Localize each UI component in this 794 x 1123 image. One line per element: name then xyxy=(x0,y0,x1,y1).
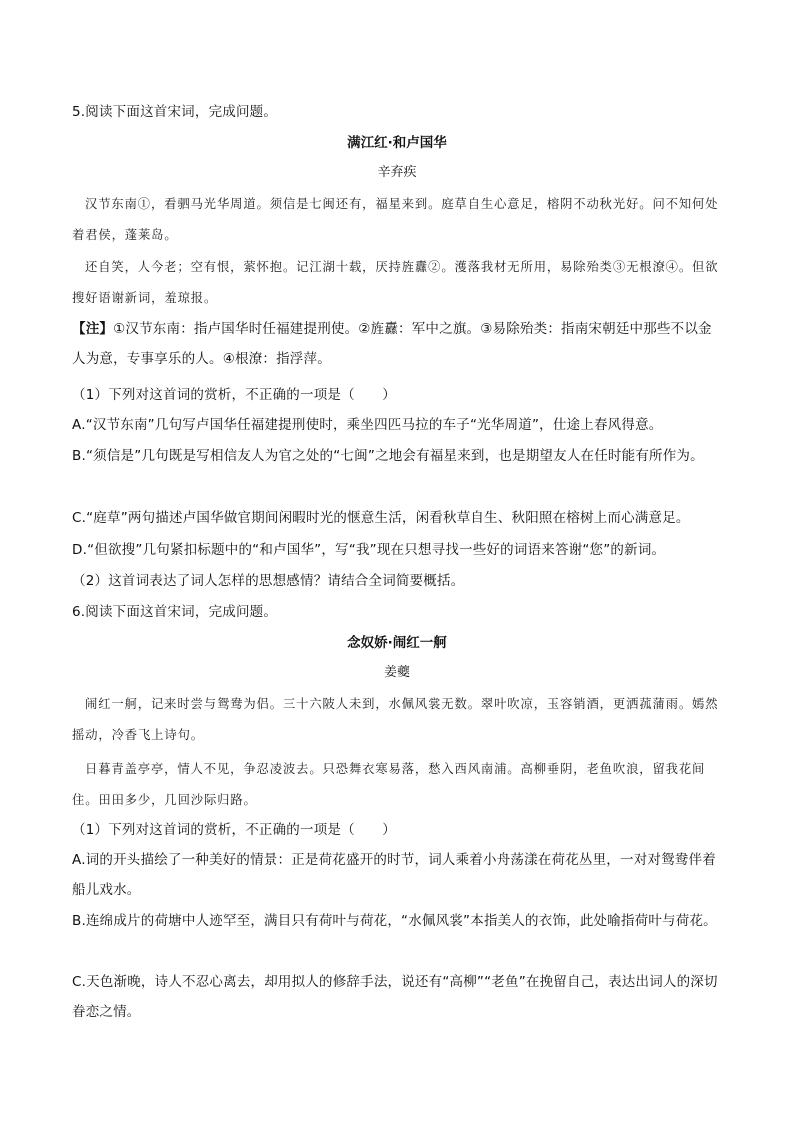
q5-annotation xyxy=(72,314,724,374)
q5-option-b: B.“须信是”几句既是写相信友人为官之处的“七闽”之地会有福星来到，也是期望友人在任时能有所作为。 xyxy=(72,448,704,464)
note-text: ①汉节东南：指卢国华时任福建提刑使。②旌纛：军中之旗。③易除殆类：指南宋朝廷中那些不以金人为意，专事享乐的人。④根潦：指浮萍。 xyxy=(72,321,712,367)
q6-option-a: A.词的开头描绘了一种美好的情景：正是荷花盛开的时节，词人乘着小舟荡漾在荷花丛里，一对对鸳鸯伴着船儿戏水。 xyxy=(72,852,716,898)
q5-subquestion-1: （1）下列对这首词的赏析，不正确的一项是（ ） xyxy=(72,387,396,403)
q5-poem-author: 辛弃疾 xyxy=(377,165,417,180)
q5-option-d: D.“但欲搜”几句紧扣标题中的“和卢国华”，写“我”现在只想寻找一些好的词语来答谢“您”的新词。 xyxy=(72,542,666,558)
q6-poem-stanza-1: 闹红一舸，记来时尝与鸳鸯为侣。三十六陂人未到，水佩风裳无数。翠叶吹凉，玉容销酒，更洒菰蒲雨。嫣然摇动，冷香飞上诗句。 xyxy=(72,697,719,742)
q6-poem-title: 念奴娇·闹红一舸 xyxy=(347,635,447,651)
q5-poem-stanza-2: 还自笑，人今老；空有恨，萦怀抱。记江湖十载，厌持旌纛②。濩落我材无所用，易除殆类③无根潦④。但欲搜好语谢新词，羞琼报。 xyxy=(72,260,719,305)
q6-option-b: B.连绵成片的荷塘中人迹罕至，满目只有荷叶与荷花，“水佩风裳”本指美人的衣饰，此处喻指荷叶与荷花。 xyxy=(72,913,717,929)
q5-poem-title: 满江红·和卢国华 xyxy=(347,135,447,151)
q6-poem-stanza-2: 日暮青盖亭亭，情人不见，争忍凌波去。只恐舞衣寒易落，愁入西风南浦。高柳垂阴，老鱼吹浪，留我花间住。田田多少，几回沙际归路。 xyxy=(72,762,706,807)
q5-poem-stanza-1: 汉节东南①，看驷马光华周道。须信是七闽还有，福星来到。庭草自生心意足，榕阴不动秋光好。问不知何处着君侯，蓬莱岛。 xyxy=(72,197,719,242)
q6-subquestion-1: （1）下列对这首词的赏析，不正确的一项是（ ） xyxy=(72,822,396,838)
q6-option-c: C.天色渐晚，诗人不忍心离去，却用拟人的修辞手法，说还有“高柳”“老鱼”在挽留自己，表达出词人的深切眷恋之情。 xyxy=(72,974,718,1020)
q5-subquestion-2: （2）这首词表达了词人怎样的思想感情？请结合全词简要概括。 xyxy=(72,573,465,589)
q5-option-c: C.“庭草”两句描述卢国华做官期间闲暇时光的惬意生活，闲看秋草自生、秋阳照在榕树上而心满意足。 xyxy=(72,510,690,526)
q5-intro: 5.阅读下面这首宋词，完成问题。 xyxy=(72,104,278,120)
q5-option-a: A.“汉节东南”几句写卢国华任福建提刑使时，乘坐四匹马拉的车子“光华周道”，仕途上春风得意。 xyxy=(72,417,663,433)
q6-intro: 6.阅读下面这首宋词，完成问题。 xyxy=(72,604,278,620)
note-label: 【注】 xyxy=(72,321,114,337)
q6-poem-author: 姜夔 xyxy=(383,665,410,680)
